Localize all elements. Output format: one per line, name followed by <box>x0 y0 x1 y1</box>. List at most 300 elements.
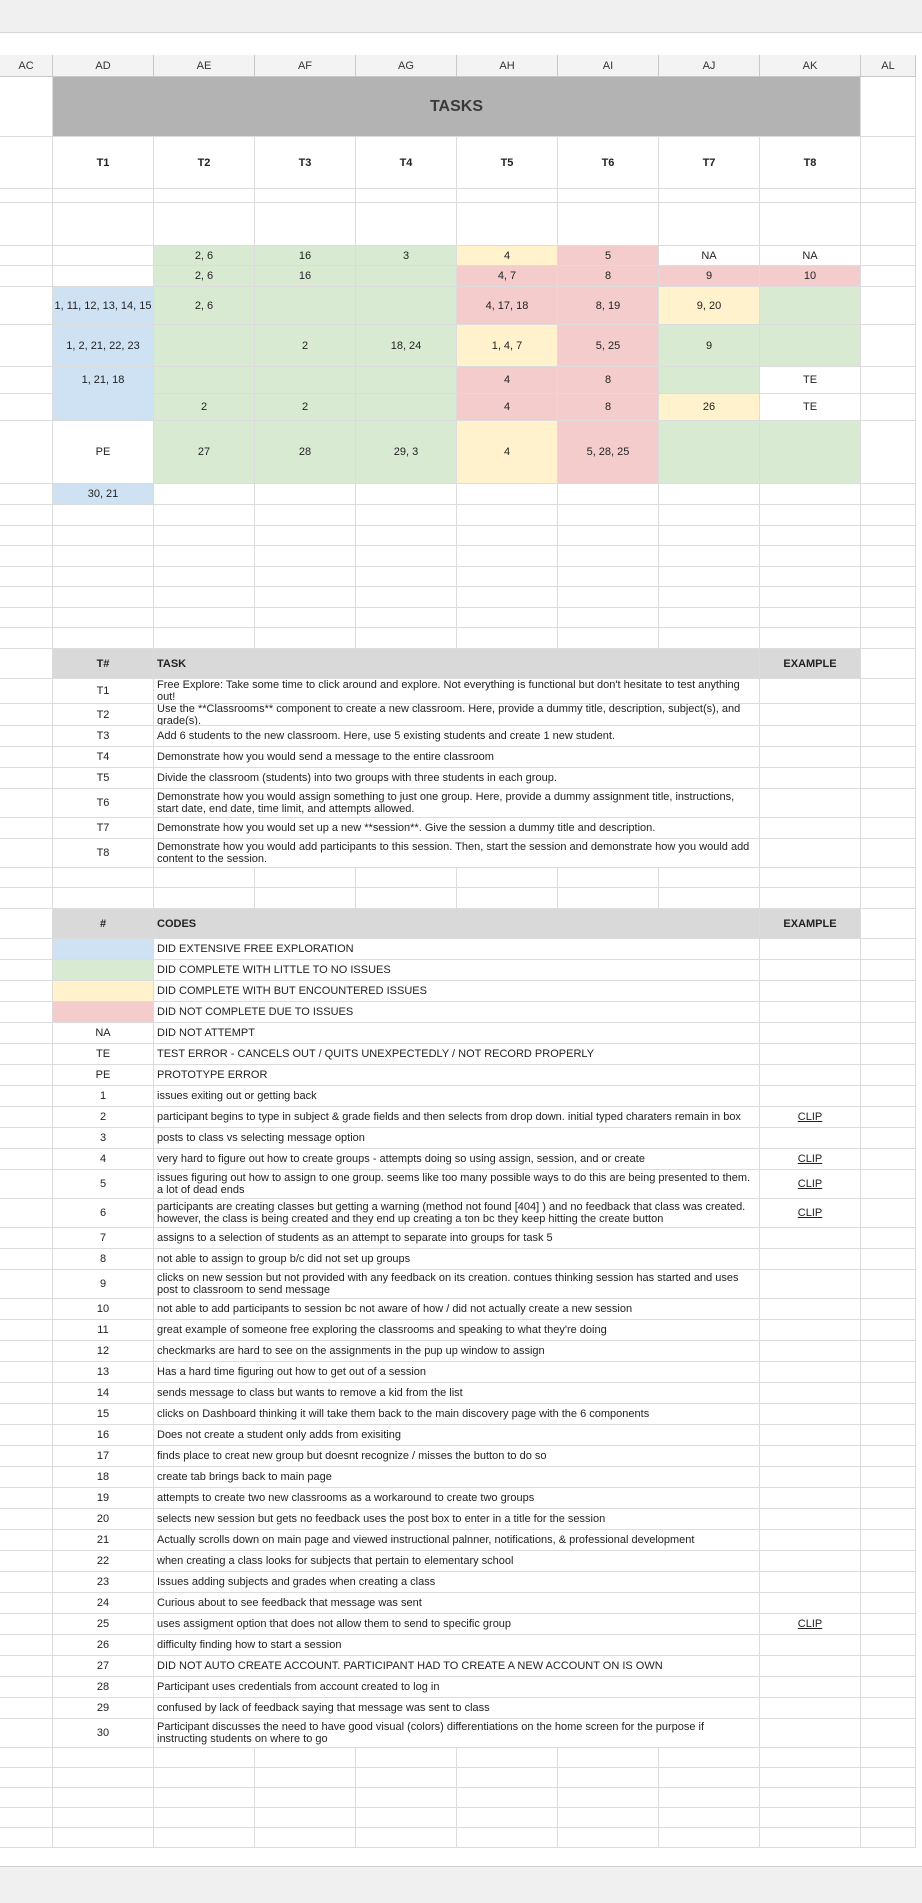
cell-empty[interactable] <box>356 1788 457 1808</box>
clip-link[interactable]: CLIP <box>760 1149 861 1170</box>
cell-empty[interactable] <box>0 1551 53 1572</box>
cell-empty[interactable] <box>0 704 53 726</box>
cell-empty[interactable] <box>154 567 255 587</box>
cell-empty[interactable] <box>861 1677 916 1698</box>
cell-empty[interactable] <box>457 567 558 587</box>
cell-empty[interactable] <box>861 546 916 567</box>
cell-empty[interactable] <box>558 189 659 203</box>
cell-empty[interactable] <box>0 367 53 394</box>
cell-empty[interactable] <box>760 526 861 546</box>
cell-empty[interactable] <box>0 587 53 608</box>
task-id-cell[interactable]: T7 <box>53 818 154 839</box>
code-id-cell[interactable]: 26 <box>53 1635 154 1656</box>
cell-empty[interactable] <box>861 1572 916 1593</box>
code-id-cell[interactable] <box>53 939 154 960</box>
code-id-cell[interactable]: 20 <box>53 1509 154 1530</box>
cell-empty[interactable] <box>0 1249 53 1270</box>
cell-empty[interactable] <box>255 1748 356 1768</box>
cell-empty[interactable] <box>53 526 154 546</box>
cell-empty[interactable] <box>861 768 916 789</box>
task-table-id-header[interactable]: T# <box>53 649 154 679</box>
task-example-cell[interactable] <box>760 726 861 747</box>
cell-empty[interactable] <box>760 587 861 608</box>
cell-empty[interactable] <box>154 203 255 246</box>
cell-empty[interactable] <box>457 526 558 546</box>
cell-empty[interactable] <box>255 505 356 526</box>
cell-empty[interactable] <box>558 868 659 888</box>
cell-empty[interactable] <box>0 1383 53 1404</box>
result-cell[interactable]: 2 <box>255 325 356 367</box>
cell-empty[interactable] <box>53 628 154 649</box>
code-id-cell[interactable]: 30 <box>53 1719 154 1748</box>
result-cell[interactable]: 27 <box>154 421 255 484</box>
code-example-cell[interactable] <box>760 1299 861 1320</box>
cell-empty[interactable] <box>659 868 760 888</box>
code-id-cell[interactable]: 28 <box>53 1677 154 1698</box>
task-table-task-header[interactable]: TASK <box>154 649 760 679</box>
cell-empty[interactable] <box>457 1828 558 1848</box>
result-cell[interactable]: 28 <box>255 421 356 484</box>
cell-empty[interactable] <box>760 1748 861 1768</box>
cell-empty[interactable] <box>154 888 255 909</box>
cell-empty[interactable] <box>0 1808 53 1828</box>
cell-empty[interactable] <box>760 505 861 526</box>
result-cell[interactable] <box>760 287 861 325</box>
cell-empty[interactable] <box>53 505 154 526</box>
code-id-cell[interactable]: 11 <box>53 1320 154 1341</box>
column-header-ac[interactable]: AC <box>0 55 53 77</box>
code-id-cell[interactable]: PE <box>53 1065 154 1086</box>
cell-empty[interactable] <box>0 325 53 367</box>
code-example-cell[interactable] <box>760 939 861 960</box>
column-header-af[interactable]: AF <box>255 55 356 77</box>
code-example-cell[interactable] <box>760 1128 861 1149</box>
cell-empty[interactable] <box>861 1509 916 1530</box>
cell-empty[interactable] <box>154 505 255 526</box>
cell-empty[interactable] <box>53 203 154 246</box>
code-example-cell[interactable] <box>760 960 861 981</box>
cell-empty[interactable] <box>255 546 356 567</box>
code-id-cell[interactable]: 16 <box>53 1425 154 1446</box>
code-description-cell[interactable]: DID NOT COMPLETE DUE TO ISSUES <box>154 1002 760 1023</box>
cell-empty[interactable] <box>0 1748 53 1768</box>
cell-empty[interactable] <box>0 649 53 679</box>
cell-empty[interactable] <box>760 1808 861 1828</box>
code-example-cell[interactable] <box>760 1488 861 1509</box>
cell-empty[interactable] <box>861 1199 916 1228</box>
cell-empty[interactable] <box>154 1788 255 1808</box>
code-id-cell[interactable]: 15 <box>53 1404 154 1425</box>
task-table-example-header[interactable]: EXAMPLE <box>760 649 861 679</box>
result-cell[interactable] <box>255 367 356 394</box>
cell-empty[interactable] <box>255 1808 356 1828</box>
cell-empty[interactable] <box>0 505 53 526</box>
cell-empty[interactable] <box>356 189 457 203</box>
code-description-cell[interactable]: DID COMPLETE WITH LITTLE TO NO ISSUES <box>154 960 760 981</box>
cell-empty[interactable] <box>255 1788 356 1808</box>
cell-empty[interactable] <box>457 587 558 608</box>
code-example-cell[interactable] <box>760 1044 861 1065</box>
cell-empty[interactable] <box>0 628 53 649</box>
column-header-ah[interactable]: AH <box>457 55 558 77</box>
cell-empty[interactable] <box>53 189 154 203</box>
result-cell[interactable]: 26 <box>659 394 760 421</box>
cell-empty[interactable] <box>861 203 916 246</box>
cell-empty[interactable] <box>0 484 53 505</box>
cell-empty[interactable] <box>0 1530 53 1551</box>
cell-empty[interactable] <box>0 1341 53 1362</box>
cell-empty[interactable] <box>760 203 861 246</box>
cell-empty[interactable] <box>861 1107 916 1128</box>
cell-empty[interactable] <box>53 608 154 628</box>
task-example-cell[interactable] <box>760 704 861 726</box>
code-id-cell[interactable]: 8 <box>53 1249 154 1270</box>
code-id-cell[interactable]: 4 <box>53 1149 154 1170</box>
result-cell[interactable] <box>255 484 356 505</box>
cell-empty[interactable] <box>0 1362 53 1383</box>
cell-empty[interactable] <box>659 628 760 649</box>
code-description-cell[interactable]: participants are creating classes but getting a warning (method not found [404] ) and no feedback that class was created. however, the class is being created and they end up creating a ton bc they keep hitting the create button <box>154 1199 760 1228</box>
cell-empty[interactable] <box>760 546 861 567</box>
code-id-cell[interactable]: 21 <box>53 1530 154 1551</box>
cell-empty[interactable] <box>861 1808 916 1828</box>
cell-empty[interactable] <box>0 1788 53 1808</box>
cell-empty[interactable] <box>0 1677 53 1698</box>
cell-empty[interactable] <box>0 189 53 203</box>
cell-empty[interactable] <box>0 1065 53 1086</box>
result-cell[interactable]: 2, 6 <box>154 266 255 287</box>
code-id-cell[interactable]: 1 <box>53 1086 154 1107</box>
cell-empty[interactable] <box>255 628 356 649</box>
cell-empty[interactable] <box>659 1828 760 1848</box>
result-cell[interactable]: 9 <box>659 266 760 287</box>
code-example-cell[interactable] <box>760 1719 861 1748</box>
cell-empty[interactable] <box>0 546 53 567</box>
cell-empty[interactable] <box>53 1768 154 1788</box>
cell-empty[interactable] <box>861 1270 916 1299</box>
cell-empty[interactable] <box>861 1170 916 1199</box>
cell-empty[interactable] <box>53 1828 154 1848</box>
cell-empty[interactable] <box>861 587 916 608</box>
cell-empty[interactable] <box>861 1128 916 1149</box>
cell-empty[interactable] <box>861 1530 916 1551</box>
cell-empty[interactable] <box>0 1149 53 1170</box>
cell-empty[interactable] <box>861 1488 916 1509</box>
cell-empty[interactable] <box>0 77 53 137</box>
cell-empty[interactable] <box>861 1828 916 1848</box>
result-cell[interactable]: 16 <box>255 266 356 287</box>
code-description-cell[interactable]: confused by lack of feedback saying that message was sent to class <box>154 1698 760 1719</box>
cell-empty[interactable] <box>558 546 659 567</box>
cell-empty[interactable] <box>760 1788 861 1808</box>
task-id-cell[interactable]: T8 <box>53 839 154 868</box>
result-cell[interactable]: 4 <box>457 246 558 266</box>
cell-empty[interactable] <box>255 868 356 888</box>
cell-empty[interactable] <box>558 567 659 587</box>
code-id-cell[interactable]: 18 <box>53 1467 154 1488</box>
clip-link[interactable]: CLIP <box>760 1170 861 1199</box>
code-example-cell[interactable] <box>760 1023 861 1044</box>
cell-empty[interactable] <box>356 587 457 608</box>
cell-empty[interactable] <box>558 628 659 649</box>
cell-empty[interactable] <box>861 909 916 939</box>
cell-empty[interactable] <box>659 203 760 246</box>
cell-empty[interactable] <box>861 1299 916 1320</box>
cell-empty[interactable] <box>457 1808 558 1828</box>
cell-empty[interactable] <box>0 1698 53 1719</box>
cell-empty[interactable] <box>760 608 861 628</box>
code-id-cell[interactable]: 2 <box>53 1107 154 1128</box>
cell-empty[interactable] <box>0 1023 53 1044</box>
cell-empty[interactable] <box>0 1828 53 1848</box>
code-id-cell[interactable]: 3 <box>53 1128 154 1149</box>
code-id-cell[interactable]: 19 <box>53 1488 154 1509</box>
cell-empty[interactable] <box>760 868 861 888</box>
result-cell[interactable]: 8 <box>558 394 659 421</box>
code-description-cell[interactable]: clicks on new session but not provided with any feedback on its creation. contues thinking session has started and uses post to classroom to send message <box>154 1270 760 1299</box>
cell-empty[interactable] <box>356 203 457 246</box>
cell-empty[interactable] <box>154 587 255 608</box>
cell-empty[interactable] <box>255 888 356 909</box>
cell-empty[interactable] <box>0 1467 53 1488</box>
task-example-cell[interactable] <box>760 818 861 839</box>
cell-empty[interactable] <box>0 1488 53 1509</box>
cell-empty[interactable] <box>861 246 916 266</box>
result-cell[interactable]: 4 <box>457 367 558 394</box>
cell-empty[interactable] <box>659 1788 760 1808</box>
cell-empty[interactable] <box>255 567 356 587</box>
cell-empty[interactable] <box>356 546 457 567</box>
codes-header[interactable]: CODES <box>154 909 760 939</box>
result-cell[interactable] <box>53 394 154 421</box>
cell-empty[interactable] <box>53 587 154 608</box>
cell-empty[interactable] <box>0 1593 53 1614</box>
cell-empty[interactable] <box>457 1748 558 1768</box>
code-id-cell[interactable]: 23 <box>53 1572 154 1593</box>
result-cell[interactable]: 8, 19 <box>558 287 659 325</box>
result-cell[interactable] <box>154 484 255 505</box>
cell-empty[interactable] <box>154 1748 255 1768</box>
cell-empty[interactable] <box>255 189 356 203</box>
cell-empty[interactable] <box>760 1828 861 1848</box>
code-example-cell[interactable] <box>760 1320 861 1341</box>
result-cell[interactable] <box>53 246 154 266</box>
cell-empty[interactable] <box>0 1002 53 1023</box>
cell-empty[interactable] <box>861 1614 916 1635</box>
result-cell[interactable]: 10 <box>760 266 861 287</box>
cell-empty[interactable] <box>861 1551 916 1572</box>
code-id-cell[interactable]: 6 <box>53 1199 154 1228</box>
code-description-cell[interactable]: selects new session but gets no feedback uses the post box to enter in a title for the session <box>154 1509 760 1530</box>
cell-empty[interactable] <box>0 888 53 909</box>
task-id-cell[interactable]: T4 <box>53 747 154 768</box>
cell-empty[interactable] <box>861 77 916 137</box>
code-example-cell[interactable] <box>760 1341 861 1362</box>
result-cell[interactable]: 5, 25 <box>558 325 659 367</box>
code-example-cell[interactable] <box>760 981 861 1002</box>
code-example-cell[interactable] <box>760 1002 861 1023</box>
clip-link[interactable]: CLIP <box>760 1107 861 1128</box>
column-header-ad[interactable]: AD <box>53 55 154 77</box>
task-header-t2[interactable]: T2 <box>154 137 255 189</box>
clip-link[interactable]: CLIP <box>760 1199 861 1228</box>
code-description-cell[interactable]: Participant uses credentials from account created to log in <box>154 1677 760 1698</box>
code-description-cell[interactable]: issues figuring out how to assign to one group. seems like too many possible ways to do this are being presented to them. a lot of dead ends <box>154 1170 760 1199</box>
cell-empty[interactable] <box>53 567 154 587</box>
cell-empty[interactable] <box>760 888 861 909</box>
cell-empty[interactable] <box>861 868 916 888</box>
cell-empty[interactable] <box>0 266 53 287</box>
code-example-cell[interactable] <box>760 1530 861 1551</box>
task-example-cell[interactable] <box>760 747 861 768</box>
cell-empty[interactable] <box>861 137 916 189</box>
cell-empty[interactable] <box>861 1228 916 1249</box>
result-cell[interactable]: 4, 17, 18 <box>457 287 558 325</box>
cell-empty[interactable] <box>0 960 53 981</box>
task-id-cell[interactable]: T6 <box>53 789 154 818</box>
code-description-cell[interactable]: very hard to figure out how to create groups - attempts doing so using assign, session, and or create <box>154 1149 760 1170</box>
cell-empty[interactable] <box>861 287 916 325</box>
task-description-cell[interactable]: Demonstrate how you would assign something to just one group. Here, provide a dummy assignment title, instructions, start date, end date, time limit, and attempts allowed. <box>154 789 760 818</box>
cell-empty[interactable] <box>558 1748 659 1768</box>
cell-empty[interactable] <box>861 818 916 839</box>
cell-empty[interactable] <box>356 888 457 909</box>
code-description-cell[interactable]: Actually scrolls down on main page and viewed instructional palnner, notifications, & professional development <box>154 1530 760 1551</box>
cell-empty[interactable] <box>356 567 457 587</box>
cell-empty[interactable] <box>659 608 760 628</box>
result-cell[interactable]: NA <box>760 246 861 266</box>
code-id-cell[interactable]: 5 <box>53 1170 154 1199</box>
cell-empty[interactable] <box>861 747 916 768</box>
code-example-cell[interactable] <box>760 1635 861 1656</box>
cell-empty[interactable] <box>659 1768 760 1788</box>
cell-empty[interactable] <box>356 868 457 888</box>
cell-empty[interactable] <box>558 1808 659 1828</box>
result-cell[interactable] <box>760 484 861 505</box>
result-cell[interactable]: 5, 28, 25 <box>558 421 659 484</box>
result-cell[interactable]: 4 <box>457 394 558 421</box>
result-cell[interactable] <box>558 484 659 505</box>
result-cell[interactable]: 29, 3 <box>356 421 457 484</box>
result-cell[interactable]: 4, 7 <box>457 266 558 287</box>
cell-empty[interactable] <box>0 789 53 818</box>
result-cell[interactable]: TE <box>760 394 861 421</box>
cell-empty[interactable] <box>861 1467 916 1488</box>
cell-empty[interactable] <box>861 1635 916 1656</box>
result-cell[interactable]: 8 <box>558 367 659 394</box>
code-example-cell[interactable] <box>760 1270 861 1299</box>
result-cell[interactable]: 16 <box>255 246 356 266</box>
code-description-cell[interactable]: assigns to a selection of students as an attempt to separate into groups for task 5 <box>154 1228 760 1249</box>
code-description-cell[interactable]: DID NOT ATTEMPT <box>154 1023 760 1044</box>
cell-empty[interactable] <box>659 888 760 909</box>
code-id-cell[interactable]: 13 <box>53 1362 154 1383</box>
result-cell[interactable] <box>659 421 760 484</box>
code-id-cell[interactable]: 9 <box>53 1270 154 1299</box>
cell-empty[interactable] <box>0 1768 53 1788</box>
result-cell[interactable] <box>760 421 861 484</box>
cell-empty[interactable] <box>659 567 760 587</box>
cell-empty[interactable] <box>255 203 356 246</box>
cell-empty[interactable] <box>861 394 916 421</box>
cell-empty[interactable] <box>558 1788 659 1808</box>
result-cell[interactable] <box>356 266 457 287</box>
cell-empty[interactable] <box>356 608 457 628</box>
result-cell[interactable] <box>255 287 356 325</box>
cell-empty[interactable] <box>154 608 255 628</box>
cell-empty[interactable] <box>861 1446 916 1467</box>
code-example-cell[interactable] <box>760 1509 861 1530</box>
code-example-cell[interactable] <box>760 1677 861 1698</box>
cell-empty[interactable] <box>861 628 916 649</box>
cell-empty[interactable] <box>255 608 356 628</box>
cell-empty[interactable] <box>154 868 255 888</box>
code-description-cell[interactable]: Has a hard time figuring out how to get out of a session <box>154 1362 760 1383</box>
cell-empty[interactable] <box>356 1748 457 1768</box>
result-cell[interactable]: 2 <box>154 394 255 421</box>
cell-empty[interactable] <box>861 1383 916 1404</box>
task-id-cell[interactable]: T3 <box>53 726 154 747</box>
cell-empty[interactable] <box>0 1270 53 1299</box>
code-description-cell[interactable]: checkmarks are hard to see on the assignments in the pup up window to assign <box>154 1341 760 1362</box>
cell-empty[interactable] <box>558 526 659 546</box>
cell-empty[interactable] <box>760 189 861 203</box>
code-description-cell[interactable]: participant begins to type in subject & grade fields and then selects from drop down. initial typed charaters remain in box <box>154 1107 760 1128</box>
cell-empty[interactable] <box>760 628 861 649</box>
cell-empty[interactable] <box>0 939 53 960</box>
cell-empty[interactable] <box>0 1635 53 1656</box>
result-cell[interactable]: 2, 6 <box>154 287 255 325</box>
cell-empty[interactable] <box>861 567 916 587</box>
code-description-cell[interactable]: DID NOT AUTO CREATE ACCOUNT. PARTICIPANT HAD TO CREATE A NEW ACCOUNT ON IS OWN <box>154 1656 760 1677</box>
cell-empty[interactable] <box>861 888 916 909</box>
cell-empty[interactable] <box>0 1107 53 1128</box>
result-cell[interactable] <box>356 394 457 421</box>
cell-empty[interactable] <box>760 1768 861 1788</box>
task-id-cell[interactable]: T1 <box>53 679 154 704</box>
cell-empty[interactable] <box>0 747 53 768</box>
cell-empty[interactable] <box>0 1446 53 1467</box>
cell-empty[interactable] <box>861 1044 916 1065</box>
cell-empty[interactable] <box>154 1808 255 1828</box>
cell-empty[interactable] <box>154 526 255 546</box>
cell-empty[interactable] <box>0 909 53 939</box>
task-header-t7[interactable]: T7 <box>659 137 760 189</box>
cell-empty[interactable] <box>0 981 53 1002</box>
cell-empty[interactable] <box>659 505 760 526</box>
cell-empty[interactable] <box>457 888 558 909</box>
cell-empty[interactable] <box>0 868 53 888</box>
code-example-cell[interactable] <box>760 1404 861 1425</box>
result-cell[interactable]: TE <box>760 367 861 394</box>
cell-empty[interactable] <box>659 587 760 608</box>
cell-empty[interactable] <box>861 981 916 1002</box>
code-example-cell[interactable] <box>760 1228 861 1249</box>
result-cell[interactable] <box>659 367 760 394</box>
task-description-cell[interactable]: Use the **Classrooms** component to create a new classroom. Here, provide a dummy title, description, subject(s), and grade(s). <box>154 704 760 726</box>
code-id-cell[interactable]: 27 <box>53 1656 154 1677</box>
cell-empty[interactable] <box>356 1808 457 1828</box>
code-id-cell[interactable] <box>53 1002 154 1023</box>
cell-empty[interactable] <box>659 526 760 546</box>
cell-empty[interactable] <box>861 1719 916 1748</box>
task-header-t5[interactable]: T5 <box>457 137 558 189</box>
cell-empty[interactable] <box>861 1249 916 1270</box>
task-header-t4[interactable]: T4 <box>356 137 457 189</box>
cell-empty[interactable] <box>255 587 356 608</box>
cell-empty[interactable] <box>861 505 916 526</box>
cell-empty[interactable] <box>0 526 53 546</box>
